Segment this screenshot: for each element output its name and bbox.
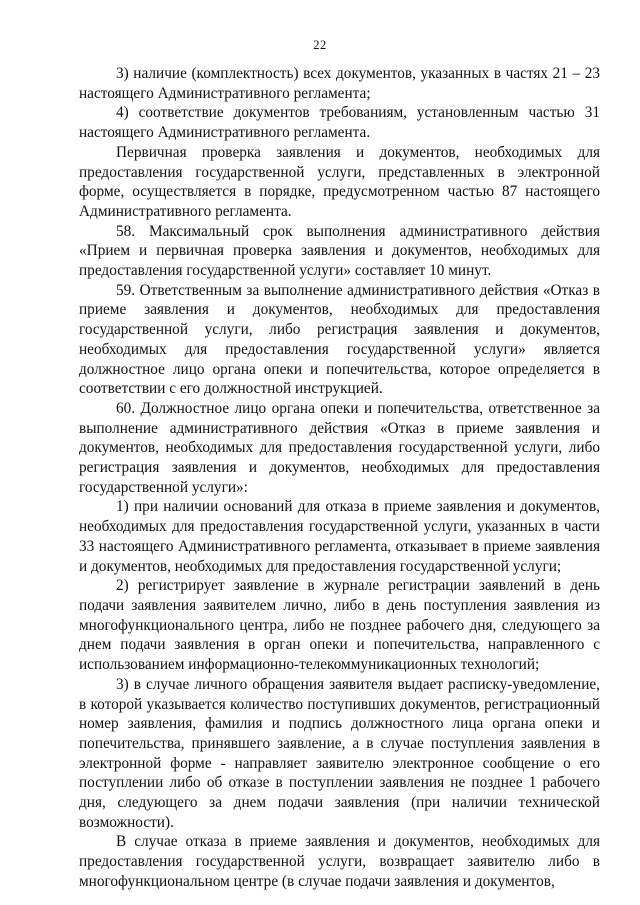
paragraph-refusal-case: В случае отказа в приеме заявления и документов, необходимых для предоставления государственной услуги, возвращает заявителю либо в многофункциональном центре (в случае подачи заявления и документов, [79,833,600,890]
page-number: 22 [313,38,327,52]
paragraph-60-item-2: 2) регистрирует заявление в журнале регистрации заявлений в день подачи заявления заявителем лично, либо в день поступления заявления из многофункционального центра, либо не позднее рабочего дня, следующего за днем подачи заявления в орган опеки и попечительства, направленного с использованием информационно-телекоммуникационных технологий; [79,577,600,674]
paragraph-59: 59. Ответственным за выполнение административного действия «Отказ в приеме заявления и документов, необходимых для предоставления государственной услуги, либо регистрация заявления и документов, необходимых для предоставления государственной услуги» является должностное лицо органа опеки и попечительства, которое определяется в соответствии с его должностной инструкцией. [79,281,600,398]
body-text [79,64,600,892]
paragraph-58: 58. Максимальный срок выполнения административного действия «Прием и первичная проверка заявления и документов, необходимых для предоставления государственной услуги» составляет 10 минут. [79,222,600,280]
paragraph-60-item-1: 1) при наличии оснований для отказа в приеме заявления и документов, необходимых для предоставления государственной услуги, указанных в части 33 настоящего Административного регламента, отказывает в приеме заявления и документов, необходимых для предоставления государственной услуги; [79,498,600,575]
paragraph-60: 60. Должностное лицо органа опеки и попечительства, ответственное за выполнение административного действия «Отказ в приеме заявления и документов, необходимых для предоставления государственной услуги, либо регистрация заявления и документов, необходимых для предоставления государственной услуги»: [79,399,600,496]
paragraph-60-item-3: 3) в случае личного обращения заявителя выдает расписку-уведомление, в которой указывается количество поступивших документов, регистрационный номер заявления, фамилия и подпись должностного лица органа опеки и попечительства, принявшего заявление, а в случае поступления заявления в электронной форме - направляет заявителю электронное сообщение о его поступлении либо об отказе в поступлении заявления не позднее 1 рабочего дня, следующего за днем подачи заявления (при наличии технической возможности). [79,675,600,831]
paragraph-item-3: 3) наличие (комплектность) всех документов, указанных в частях 21 – 23 настоящего Административного регламента; [79,65,600,102]
paragraph-primary-check: Первичная проверка заявления и документов, необходимых для предоставления государственной услуги, представленных в электронной форме, осуществляется в порядке, предусмотренном частью 87 настоящего Административного регламента. [79,143,600,220]
paragraph-item-4: 4) соответствие документов требованиям, установленным частью 31 настоящего Административного регламента. [79,104,600,142]
